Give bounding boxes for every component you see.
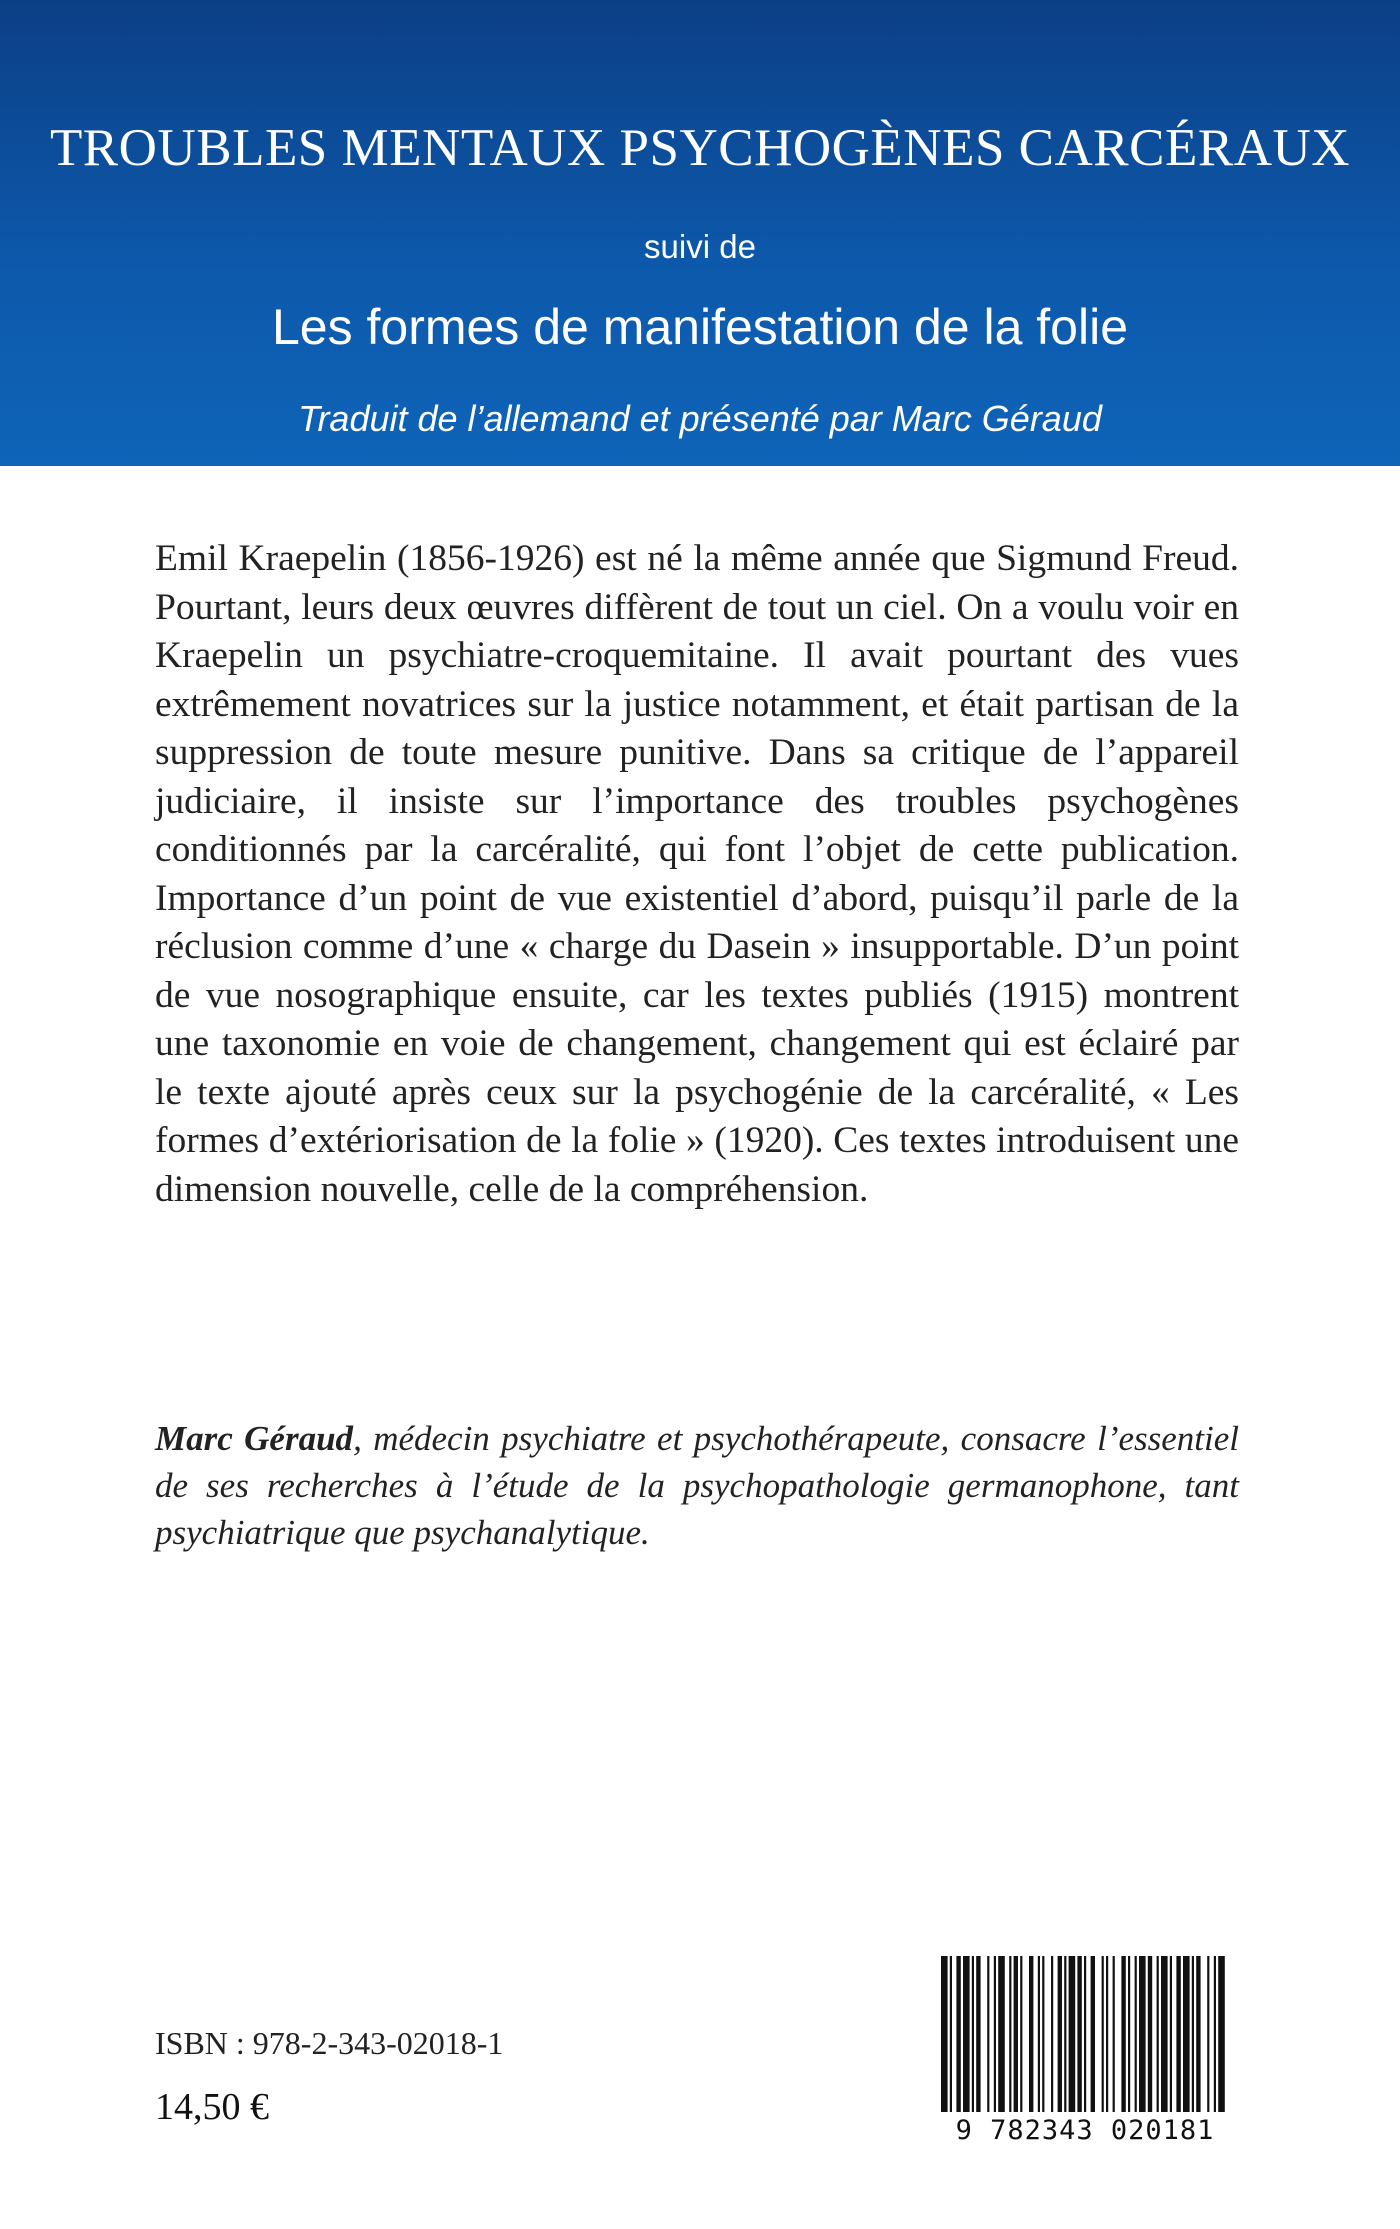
barcode-bar	[1058, 1956, 1062, 2112]
barcode-bar	[994, 1956, 996, 2112]
barcode-bar	[1139, 1956, 1146, 2112]
barcode-bar	[1157, 1956, 1159, 2112]
barcode-bar	[1014, 1956, 1018, 2112]
barcode-bar	[1113, 1956, 1115, 2112]
barcode-bar	[987, 1956, 989, 2112]
barcode-bar	[1029, 1956, 1033, 2112]
barcode-bar	[972, 1956, 974, 2112]
barcode-bar	[950, 1956, 952, 2112]
barcode-bar	[1069, 1956, 1076, 2112]
suivi-de-label: suivi de	[644, 228, 756, 265]
author-name: Marc Géraud	[155, 1419, 354, 1458]
subtitle: Les formes de manifestation de la folie	[271, 299, 1129, 355]
barcode-bar	[1128, 1956, 1130, 2112]
barcode-bar	[1038, 1956, 1040, 2112]
barcode-digits: 9 782343 020181	[955, 2115, 1215, 2146]
barcode-bar	[1009, 1956, 1011, 2112]
barcode-bar	[1196, 1956, 1200, 2112]
barcode-bar	[1091, 1956, 1095, 2112]
barcode-bars	[935, 1952, 1235, 2117]
author-note	[155, 1415, 1239, 1556]
barcode-bar	[1176, 1956, 1180, 2112]
series-title: TROUBLES MENTAUX PSYCHOGÈNES CARCÉRAUX	[49, 119, 1351, 177]
barcode-bar	[956, 1956, 960, 2112]
barcode-bar	[1064, 1956, 1066, 2112]
header-band	[0, 0, 1400, 466]
barcode-bar	[1183, 1956, 1190, 2112]
barcode-bar	[1148, 1956, 1152, 2112]
barcode-bar	[1121, 1956, 1125, 2112]
barcode-bar	[1102, 1956, 1104, 2112]
barcode-bar	[1214, 1956, 1216, 2112]
blurb-paragraph: Emil Kraepelin (1856-1926) est né la même année que Sigmund Freud. Pourtant, leurs deux œuvres diffèrent de tout un ciel. On a voulu voir en Kraepelin un psychiatre-croquemitaine. Il avait pourtant des vues extrêmement novatrices sur la justice notamment, et était partisan de la suppression de toute mesure punitive. Dans sa critique de l’appareil judiciaire, il insiste sur l’importance des troubles psychogènes conditionnés par la carcéralité, qui font l’objet de cette publication. Importance d’un point de vue existentiel d’abord, puisqu’il parle de la réclusion comme d’une « charge du Dasein » insupportable. D’un point de vue nosographique ensuite, car les textes publiés (1915) montrent une taxonomie en voie de changement, changement qui est éclairé par le texte ajouté après ceux sur la psychogénie de la carcéralité, « Les formes d’extériorisation de la folie » (1920). Ces textes introduisent une dimension nouvelle, celle de la compréhension.	[155, 538, 1239, 1210]
barcode-bar	[1192, 1956, 1194, 2112]
barcode-bar	[1084, 1956, 1086, 2112]
barcode-bar	[1170, 1956, 1172, 2112]
barcode-bar	[1042, 1956, 1044, 2112]
barcode-bar	[998, 1956, 1005, 2112]
barcode-bar	[1218, 1956, 1225, 2112]
barcode-bar	[1106, 1956, 1108, 2112]
author-description: , médecin psychiatre et psychothérapeute, consacre l’essentiel de ses recherches à l’étude de la psychopathologie germanophone, tant psychiatrique que psychanalytique.	[155, 1419, 1239, 1552]
barcode-bar	[941, 1956, 948, 2112]
barcode-bar	[1207, 1956, 1209, 2112]
barcode-bar	[1077, 1956, 1081, 2112]
price-label: 14,50 €	[155, 2086, 269, 2128]
barcode-bar	[1135, 1956, 1137, 2112]
barcode-bar	[976, 1956, 980, 2112]
barcode	[935, 1952, 1235, 2152]
barcode-bar	[963, 1956, 970, 2112]
barcode-bar	[1020, 1956, 1022, 2112]
translator-line: Traduit de l’allemand et présenté par Marc Géraud	[298, 398, 1102, 439]
barcode-bar	[1161, 1956, 1168, 2112]
isbn-label: ISBN : 978-2-343-02018-1	[155, 2025, 504, 2061]
barcode-bar	[1051, 1956, 1053, 2112]
